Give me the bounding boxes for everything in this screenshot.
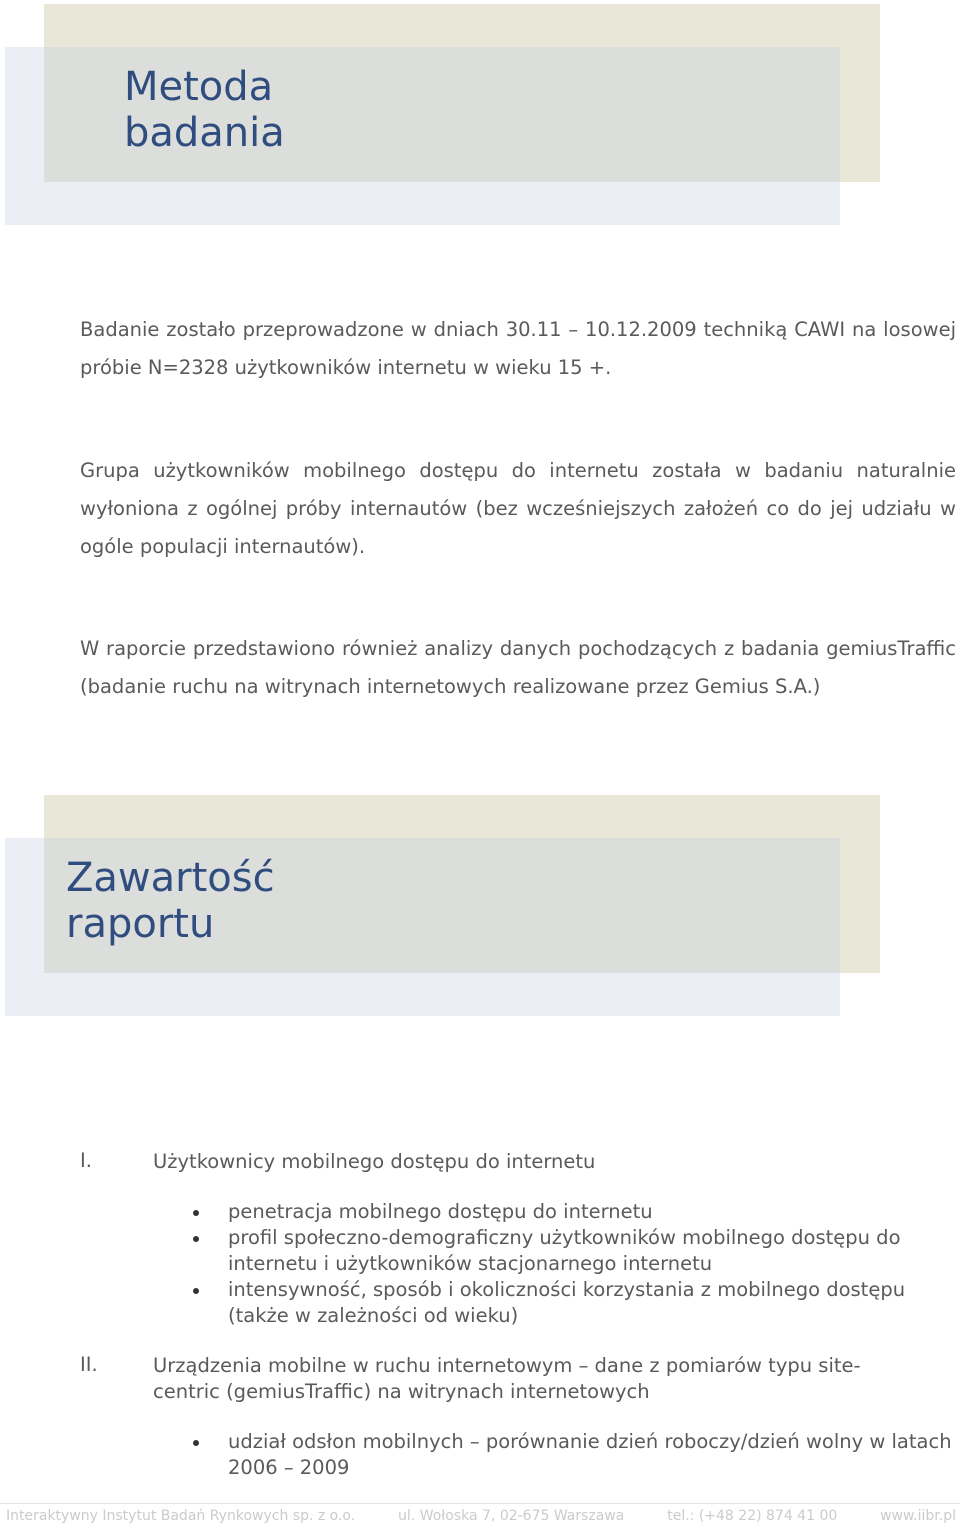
list-item: profil społeczno-demograficzny użytkowników mobilnego dostępu do internetu i użytkowników stacjonarnego internetu (190, 1225, 960, 1277)
list-item: udział odsłon mobilnych – porównanie dzień roboczy/dzień wolny w latach 2006 – 2009 (190, 1429, 960, 1481)
paragraph-group: Grupa użytkowników mobilnego dostępu do internetu została w badaniu naturalnie wyłoniona z ogólnej próby internautów (bez wcześniejszych założeń co do jej udziału w ogóle populacji internautów). (80, 459, 956, 558)
section-number: II. (80, 1353, 98, 1376)
footer-divider (0, 1503, 960, 1504)
section-heading: Metoda badania (124, 64, 285, 156)
footer (6, 1508, 956, 1524)
footer-address: ul. Wołoska 7, 02-675 Warszawa (398, 1508, 625, 1524)
footer-website[interactable]: www.iibr.pl (880, 1508, 956, 1524)
paragraph-gemius: W raporcie przedstawiono również analizy danych pochodzących z badania gemiusTraffic (badanie ruchu na witrynach internetowych realizowane przez Gemius S.A.) (80, 637, 956, 698)
section-heading: Zawartość raportu (66, 855, 275, 947)
footer-company: Interaktywny Instytut Badań Rynkowych sp. z o.o. (6, 1508, 356, 1524)
bullet-icon (193, 1236, 199, 1242)
bullet-list (190, 1199, 960, 1329)
list-item: penetracja mobilnego dostępu do internetu (190, 1199, 960, 1225)
bullet-list (190, 1429, 960, 1481)
section-title: Urządzenia mobilne w ruchu internetowym – dane z pomiarów typu site-centric (gemiusTraffic) na witrynach internetowych (153, 1354, 861, 1403)
list-item: intensywność, sposób i okoliczności korzystania z mobilnego dostępu (także w zależności od wieku) (190, 1277, 960, 1329)
bullet-icon (193, 1288, 199, 1294)
footer-phone: tel.: (+48 22) 874 41 00 (667, 1508, 838, 1524)
section-title: Użytkownicy mobilnego dostępu do internetu (153, 1150, 596, 1173)
section-number: I. (80, 1149, 92, 1172)
bullet-icon (193, 1440, 199, 1446)
bullet-icon (193, 1210, 199, 1216)
paragraph-method: Badanie zostało przeprowadzone w dniach 30.11 – 10.12.2009 techniką CAWI na losowej próbie N=2328 użytkowników internetu w wieku 15 +. (80, 318, 956, 379)
